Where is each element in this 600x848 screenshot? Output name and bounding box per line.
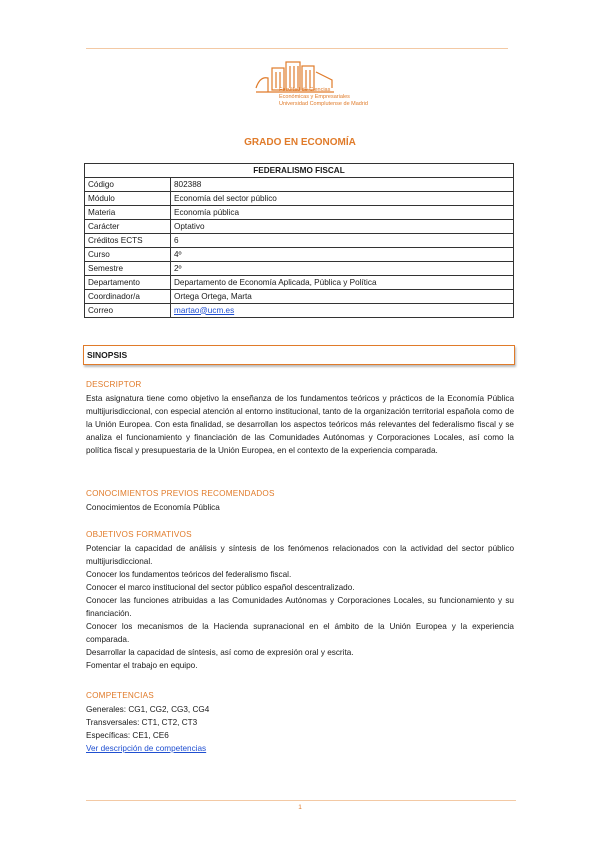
list-item: Potenciar la capacidad de análisis y síntesis de los fenómenos relacionados con la actividad del sector público multijurisdiccional. bbox=[86, 544, 514, 566]
competencias-list bbox=[86, 703, 514, 755]
table-row bbox=[85, 262, 514, 276]
objectives-title: OBJETIVOS FORMATIVOS bbox=[86, 530, 192, 539]
row-label: Departamento bbox=[85, 276, 171, 290]
table-row bbox=[85, 290, 514, 304]
degree-title: GRADO EN ECONOMÍA bbox=[244, 137, 356, 148]
prev-knowledge-title: CONOCIMIENTOS PREVIOS RECOMENDADOS bbox=[86, 489, 275, 498]
objectives-list bbox=[86, 542, 514, 672]
table-row bbox=[85, 206, 514, 220]
prev-knowledge-text: Conocimientos de Economía Pública bbox=[86, 503, 220, 512]
table-row bbox=[85, 276, 514, 290]
sinopsis-heading: SINOPSIS bbox=[87, 350, 128, 360]
row-value: Optativo bbox=[171, 220, 514, 234]
descriptor-text: Esta asignatura tiene como objetivo la enseñanza de los fundamentos teóricos y prácticos de la Economía Pública multijurisdiccional, con especial atención al entorno institucional, tanto de la organización territorial española como de la Unión Europea. Con esta finalidad, se desarrollan los aspectos teóricos más relevantes del federalismo fiscal y se analiza el funcionamiento y financiación de las Comunidades Autónomas y Corporaciones Locales, así como la política fiscal y presupuestaria de la Unión Europea, en el contexto de la experiencia comparada. bbox=[86, 394, 514, 455]
row-value: Economía del sector público bbox=[171, 192, 514, 206]
table-row bbox=[85, 304, 514, 318]
page-number: 1 bbox=[298, 804, 302, 811]
row-label: Materia bbox=[85, 206, 171, 220]
row-label: Créditos ECTS bbox=[85, 234, 171, 248]
row-label: Carácter bbox=[85, 220, 171, 234]
list-item: Desarrollar la capacidad de síntesis, así como de expresión oral y escrita. bbox=[86, 648, 354, 657]
table-row bbox=[85, 220, 514, 234]
list-item: Conocer las funciones atribuidas a las Comunidades Autónomas y Corporaciones Locales, su funcionamiento y su financiación. bbox=[86, 596, 514, 618]
logo-line-1: Facultad de Ciencias bbox=[279, 87, 331, 93]
email-cell bbox=[171, 304, 514, 318]
bottom-rule bbox=[86, 800, 516, 801]
row-value: 6 bbox=[171, 234, 514, 248]
competencias-title: COMPETENCIAS bbox=[86, 691, 154, 700]
list-item: Específicas: CE1, CE6 bbox=[86, 731, 169, 740]
logo-line-2: Económicas y Empresariales bbox=[279, 94, 350, 100]
table-row bbox=[85, 178, 514, 192]
row-value: Ortega Ortega, Marta bbox=[171, 290, 514, 304]
email-link[interactable]: martao@ucm.es bbox=[174, 305, 235, 315]
list-item: Conocer los mecanismos de la Hacienda supranacional en el ámbito de la Unión Europea y la experiencia comparada. bbox=[86, 622, 514, 644]
row-label: Código bbox=[85, 178, 171, 192]
table-row bbox=[85, 192, 514, 206]
list-item: Transversales: CT1, CT2, CT3 bbox=[86, 718, 198, 727]
list-item: Conocer los fundamentos teóricos del federalismo fiscal. bbox=[86, 570, 292, 579]
row-label: Coordinador/a bbox=[85, 290, 171, 304]
course-info-table bbox=[84, 163, 514, 318]
top-rule bbox=[86, 48, 508, 49]
competencias-link[interactable]: Ver descripción de competencias bbox=[86, 744, 207, 753]
row-value: 802388 bbox=[171, 178, 514, 192]
row-value: Departamento de Economía Aplicada, Pública y Política bbox=[171, 276, 514, 290]
logo-caption bbox=[279, 87, 368, 108]
row-label: Semestre bbox=[85, 262, 171, 276]
list-item: Fomentar el trabajo en equipo. bbox=[86, 661, 198, 670]
row-label: Curso bbox=[85, 248, 171, 262]
list-item: Generales: CG1, CG2, CG3, CG4 bbox=[86, 705, 210, 714]
sinopsis-heading-box bbox=[83, 345, 515, 365]
course-title: FEDERALISMO FISCAL bbox=[85, 164, 514, 178]
list-item: Conocer el marco institucional del sector público español descentralizado. bbox=[86, 583, 355, 592]
table-row bbox=[85, 234, 514, 248]
logo-line-3: Universidad Complutense de Madrid bbox=[279, 101, 368, 107]
descriptor-title: DESCRIPTOR bbox=[86, 380, 142, 389]
row-value: 2º bbox=[171, 262, 514, 276]
row-value: Economía pública bbox=[171, 206, 514, 220]
table-header-row bbox=[85, 164, 514, 178]
table-row bbox=[85, 248, 514, 262]
email-label: Correo bbox=[85, 304, 171, 318]
row-value: 4º bbox=[171, 248, 514, 262]
row-label: Módulo bbox=[85, 192, 171, 206]
